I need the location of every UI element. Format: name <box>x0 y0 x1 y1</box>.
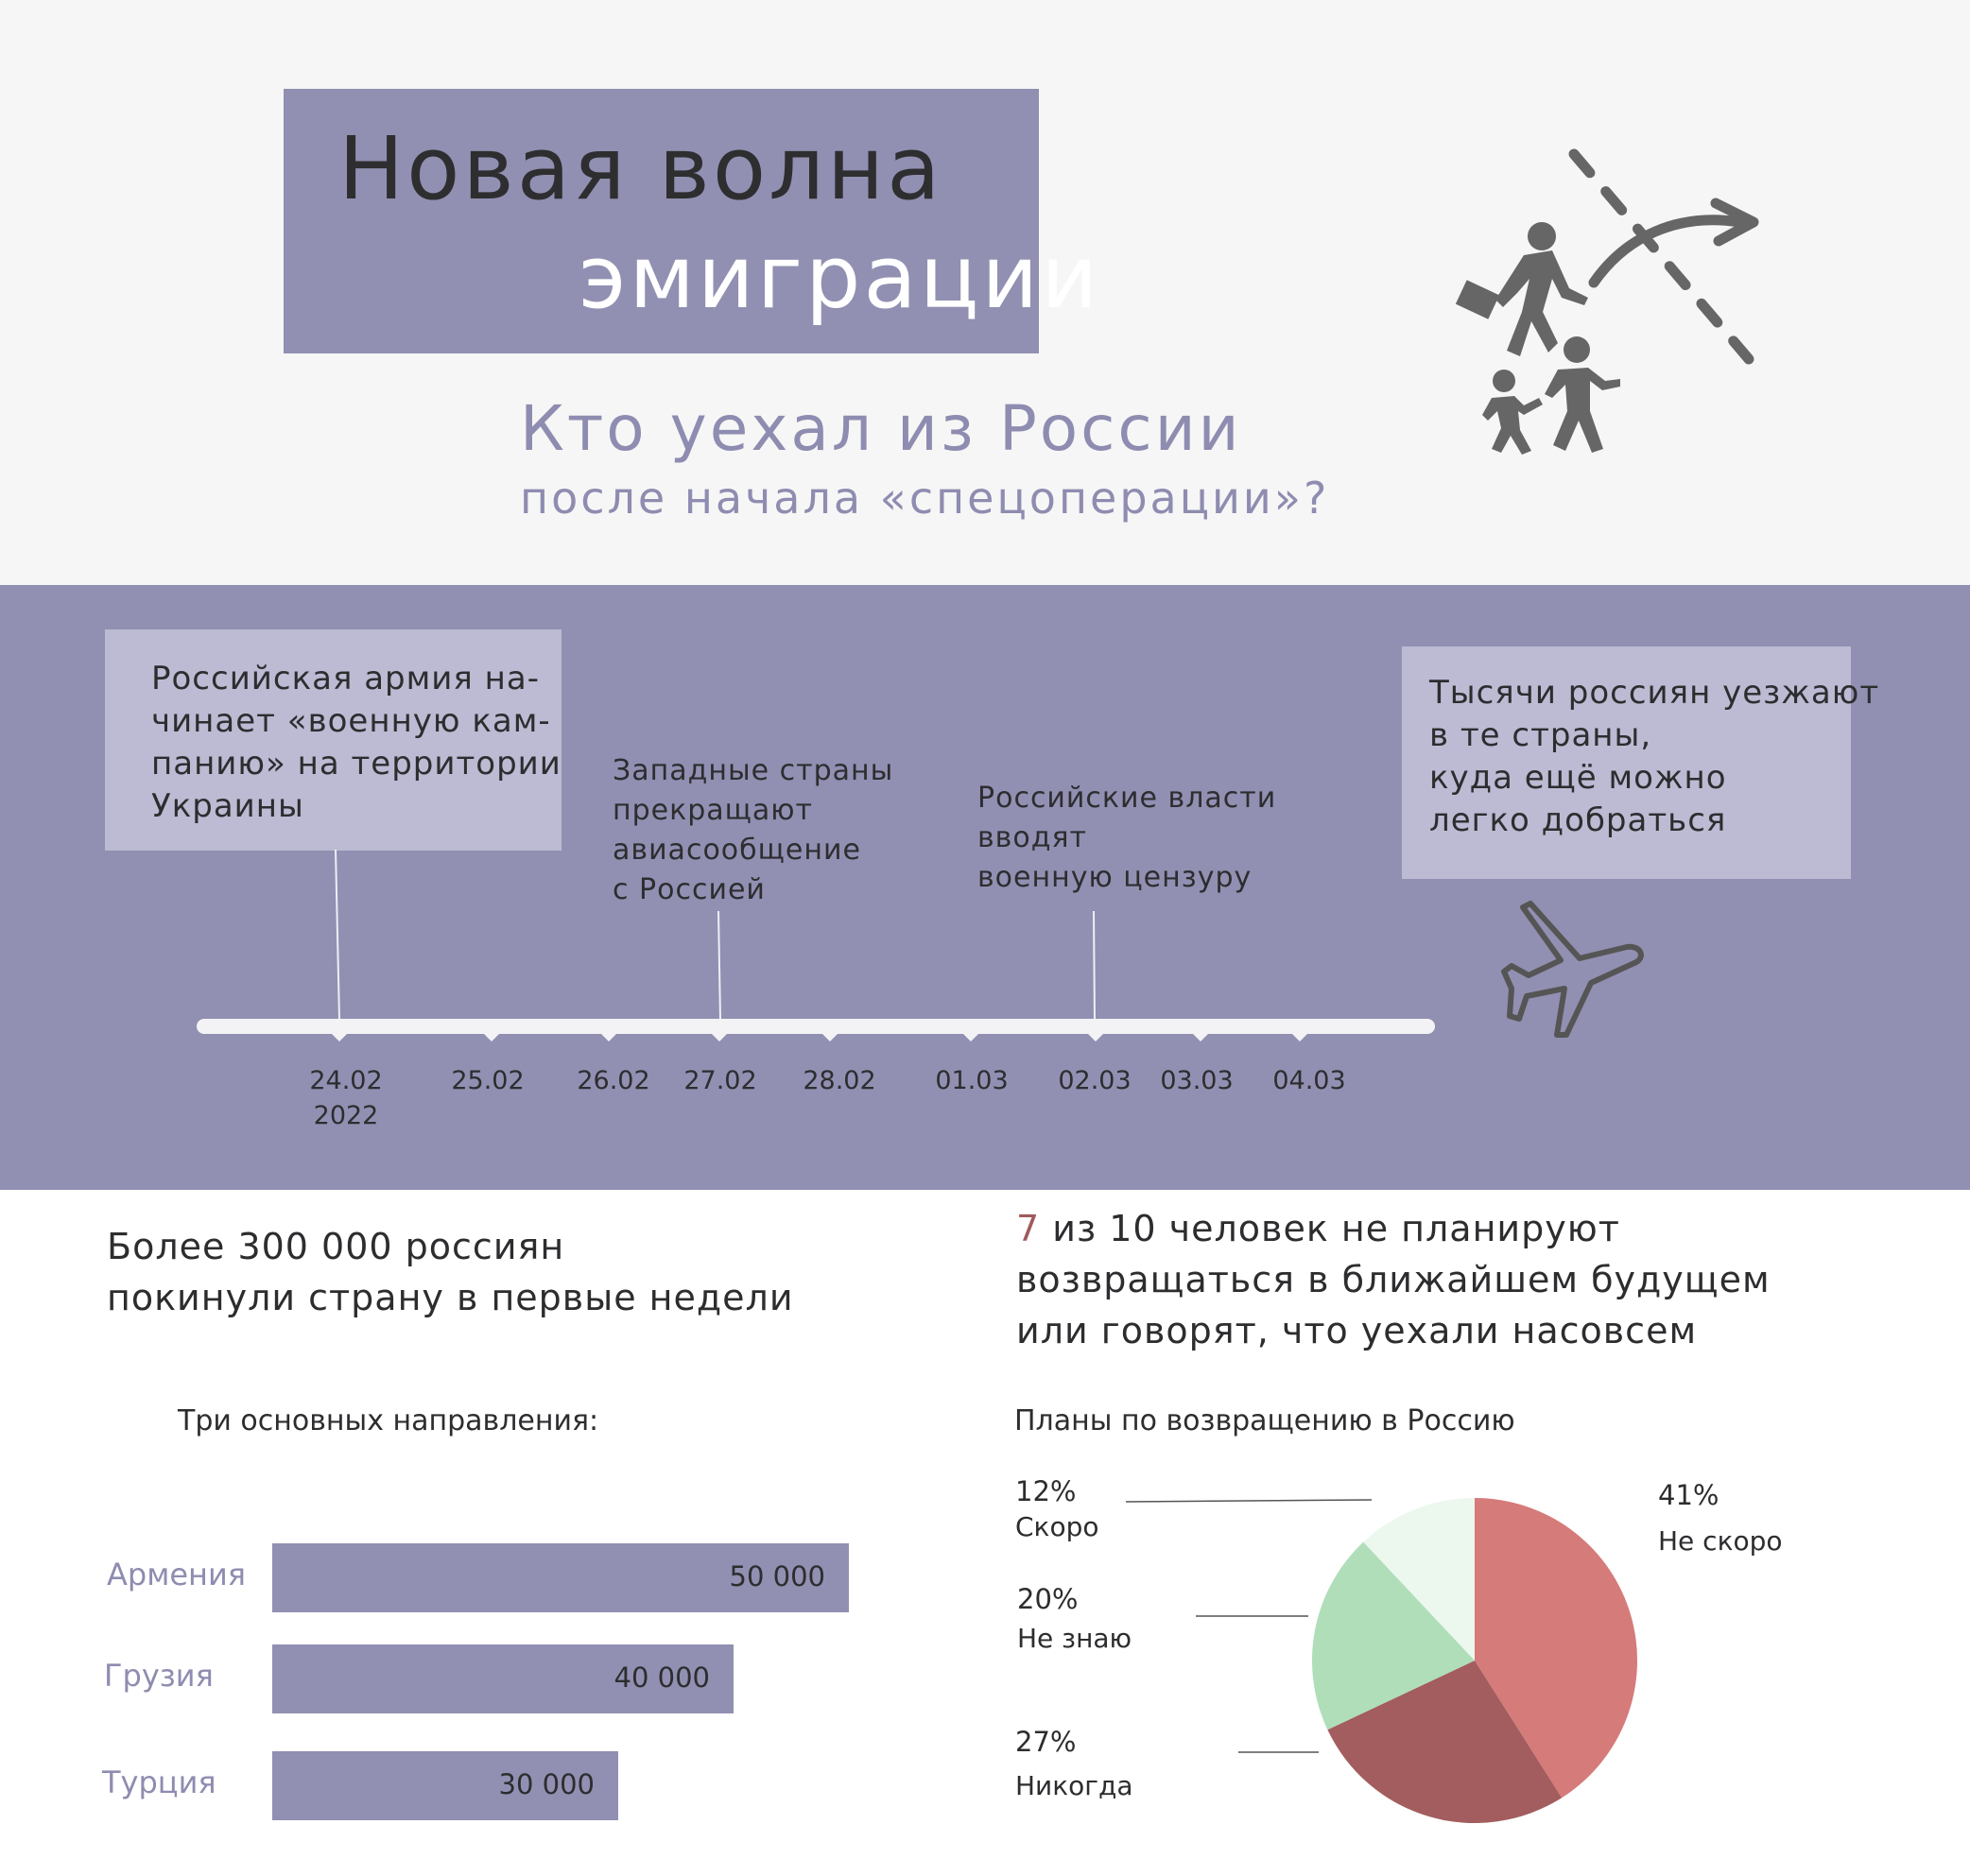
highlight-number: 7 <box>1016 1208 1041 1249</box>
timeline-date: 04.03 <box>1272 1066 1346 1095</box>
family-travel-icon <box>1446 137 1768 463</box>
pie-category-label: Не знаю <box>1017 1623 1132 1654</box>
bar-category-label: Армения <box>107 1557 246 1592</box>
subtitle-line1: Кто уехал из России <box>520 392 1242 465</box>
timeline-date: 25.02 <box>451 1066 525 1095</box>
pie-category-label: Скоро <box>1015 1511 1099 1542</box>
bar-value-label: 30 000 <box>498 1768 595 1800</box>
bar-chart-caption: Три основных направления: <box>178 1404 599 1437</box>
timeline-date: 03.03 <box>1160 1066 1234 1095</box>
bar-category-label: Грузия <box>104 1658 214 1694</box>
right-headline-first: из 10 человек не планируют <box>1040 1208 1620 1249</box>
timeline-date: 02.03 <box>1058 1066 1132 1095</box>
bar-value-label: 50 000 <box>729 1560 825 1592</box>
pie-category-label: Никогда <box>1015 1770 1133 1801</box>
event-text-1: Российская армия на- чинает «военную кам- панию» на территории Украины <box>151 660 562 825</box>
left-headline: Более 300 000 россиян покинули страну в первые недели <box>107 1226 794 1318</box>
timeline-date: 27.02 <box>683 1066 757 1095</box>
pie-percent-label: 27% <box>1015 1726 1077 1758</box>
timeline-date: 28.02 <box>803 1066 876 1095</box>
subtitle-line2: после начала «спецоперации»? <box>520 473 1330 524</box>
pie-percent-label: 12% <box>1015 1475 1077 1507</box>
event-text-4: Тысячи россиян уезжают в те страны, куда ещё можно легко добраться <box>1429 674 1880 839</box>
timeline-date: 26.02 <box>577 1066 650 1095</box>
airplane-icon <box>1498 898 1650 1040</box>
page-title-line1: Новая волна <box>338 118 943 219</box>
pie-chart <box>983 1474 1872 1833</box>
pie-percent-label: 41% <box>1658 1479 1719 1511</box>
pie-category-label: Не скоро <box>1658 1525 1783 1557</box>
page-title-line2: эмиграции <box>579 227 1101 328</box>
pie-leader-line <box>1126 1500 1372 1502</box>
timeline-date: 01.03 <box>935 1066 1009 1095</box>
timeline-date: 24.02 2022 <box>309 1066 383 1130</box>
event-text-2: Западные страны прекращают авиасообщение с Россией <box>613 754 894 906</box>
pie-percent-label: 20% <box>1017 1583 1079 1615</box>
right-headline-rest: возвращаться в ближайшем будущем или говорят, что уехали насовсем <box>1016 1259 1771 1351</box>
pie-chart-caption: Планы по возвращению в Россию <box>1014 1404 1515 1437</box>
bar-value-label: 40 000 <box>613 1661 710 1694</box>
event-text-3: Российские власти вводят военную цензуру <box>977 782 1277 894</box>
bar-category-label: Турция <box>102 1764 216 1800</box>
right-headline <box>1016 1203 1620 1254</box>
